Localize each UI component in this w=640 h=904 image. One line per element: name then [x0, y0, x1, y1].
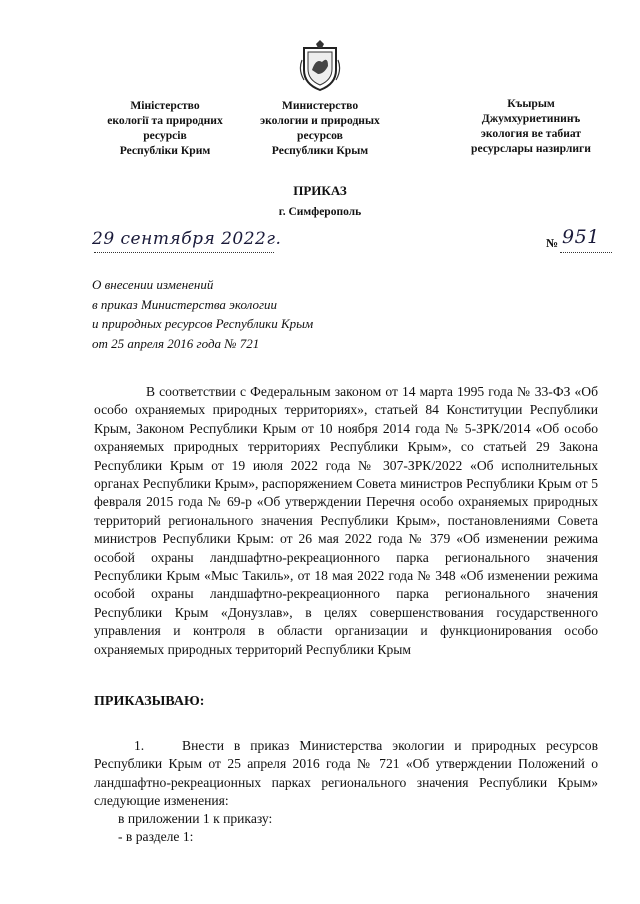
- header-line: екології та природних: [107, 114, 223, 127]
- sub-line: - в разделе 1:: [118, 829, 194, 844]
- coat-of-arms-icon: [298, 40, 342, 92]
- subject-line: от 25 апреля 2016 года № 721: [92, 335, 260, 351]
- preamble-paragraph: В соответствии с Федеральным законом от 14 марта 1995 года № 33-ФЗ «Об особо охраняемых природных территориях», статьей 84 Конституции Республики Крым, Законом Республики Крым от 10 ноября 2014 года № 5-ЗРК/2014 «Об особо охраняемых природных территориях Республики Крым», со статьей 29 Закона Республики Крым от 19 июля 2022 года № 307-ЗРК/2022 «Об исполнительных органах Республики Крым», распоряжением Совета министров Республики Крым от 5 февраля 2015 года № 69-р «Об утверждении Перечня особо охраняемых природных территорий регионального значения Республики Крым», постановлениями Совета министров Республики Крым: от 26 мая 2022 года № 379 «Об изменении режима особой охраны ландшафтно-рекреационного парка регионального значения Республики Крым «Мыс Такиль», от 18 мая 2022 года № 348 «Об изменении режима особой охраны ландшафтно-рекреационного парка регионального значения Республики Крым «Донузлав», в целях совершенствования государственного управления и контроля в области организации и функционирования особо охраняемых природных территорий Республики Крым: [94, 384, 598, 657]
- item-text: Внести в приказ Министерства экологии и природных ресурсов Республики Крым от 25 апреля 2016 года № 721 «Об утверждении Положений о ландшафтно-рекреационных парках регионального значения Республики Крым» следующие изменения:: [94, 738, 598, 809]
- handwritten-number: 951: [562, 226, 600, 248]
- header-line: Міністерство: [130, 99, 200, 112]
- header-line: экология ве табиат: [480, 127, 582, 140]
- document-city: г. Симферополь: [278, 206, 362, 218]
- header-line: ресурсов: [297, 129, 343, 142]
- item-number: 1.: [134, 738, 145, 753]
- number-underline: [560, 252, 612, 253]
- order-item: [94, 737, 598, 811]
- order-heading: ПРИКАЗЫВАЮ:: [94, 694, 205, 709]
- header-line: Республики Крым: [271, 144, 369, 157]
- ministry-name-ukrainian: [80, 98, 250, 158]
- header-line: Джумхуриетининъ: [481, 112, 581, 125]
- subject-line: и природных ресурсов Республики Крым: [92, 316, 314, 331]
- date-underline: [94, 252, 274, 253]
- header-line: ресурсів: [143, 129, 187, 142]
- header-line: экологии и природных: [260, 114, 380, 127]
- ministry-name-russian: [232, 98, 408, 158]
- handwritten-date: 29 сентября 2022г.: [92, 229, 282, 249]
- number-label: №: [546, 236, 559, 250]
- header-line: Министерство: [281, 99, 359, 112]
- header-line: ресурслары назирлиги: [471, 142, 591, 155]
- document-type: ПРИКАЗ: [293, 183, 347, 198]
- header-line: Къырым: [507, 97, 555, 110]
- subject-line: О внесении изменений: [92, 277, 214, 292]
- subject-line: в приказ Министерства экологии: [92, 296, 278, 312]
- header-line: Республіки Крим: [119, 144, 211, 157]
- sub-line: в приложении 1 к приказу:: [118, 811, 273, 826]
- ministry-name-crimean-tatar: [446, 96, 616, 156]
- order-subject: [92, 275, 392, 353]
